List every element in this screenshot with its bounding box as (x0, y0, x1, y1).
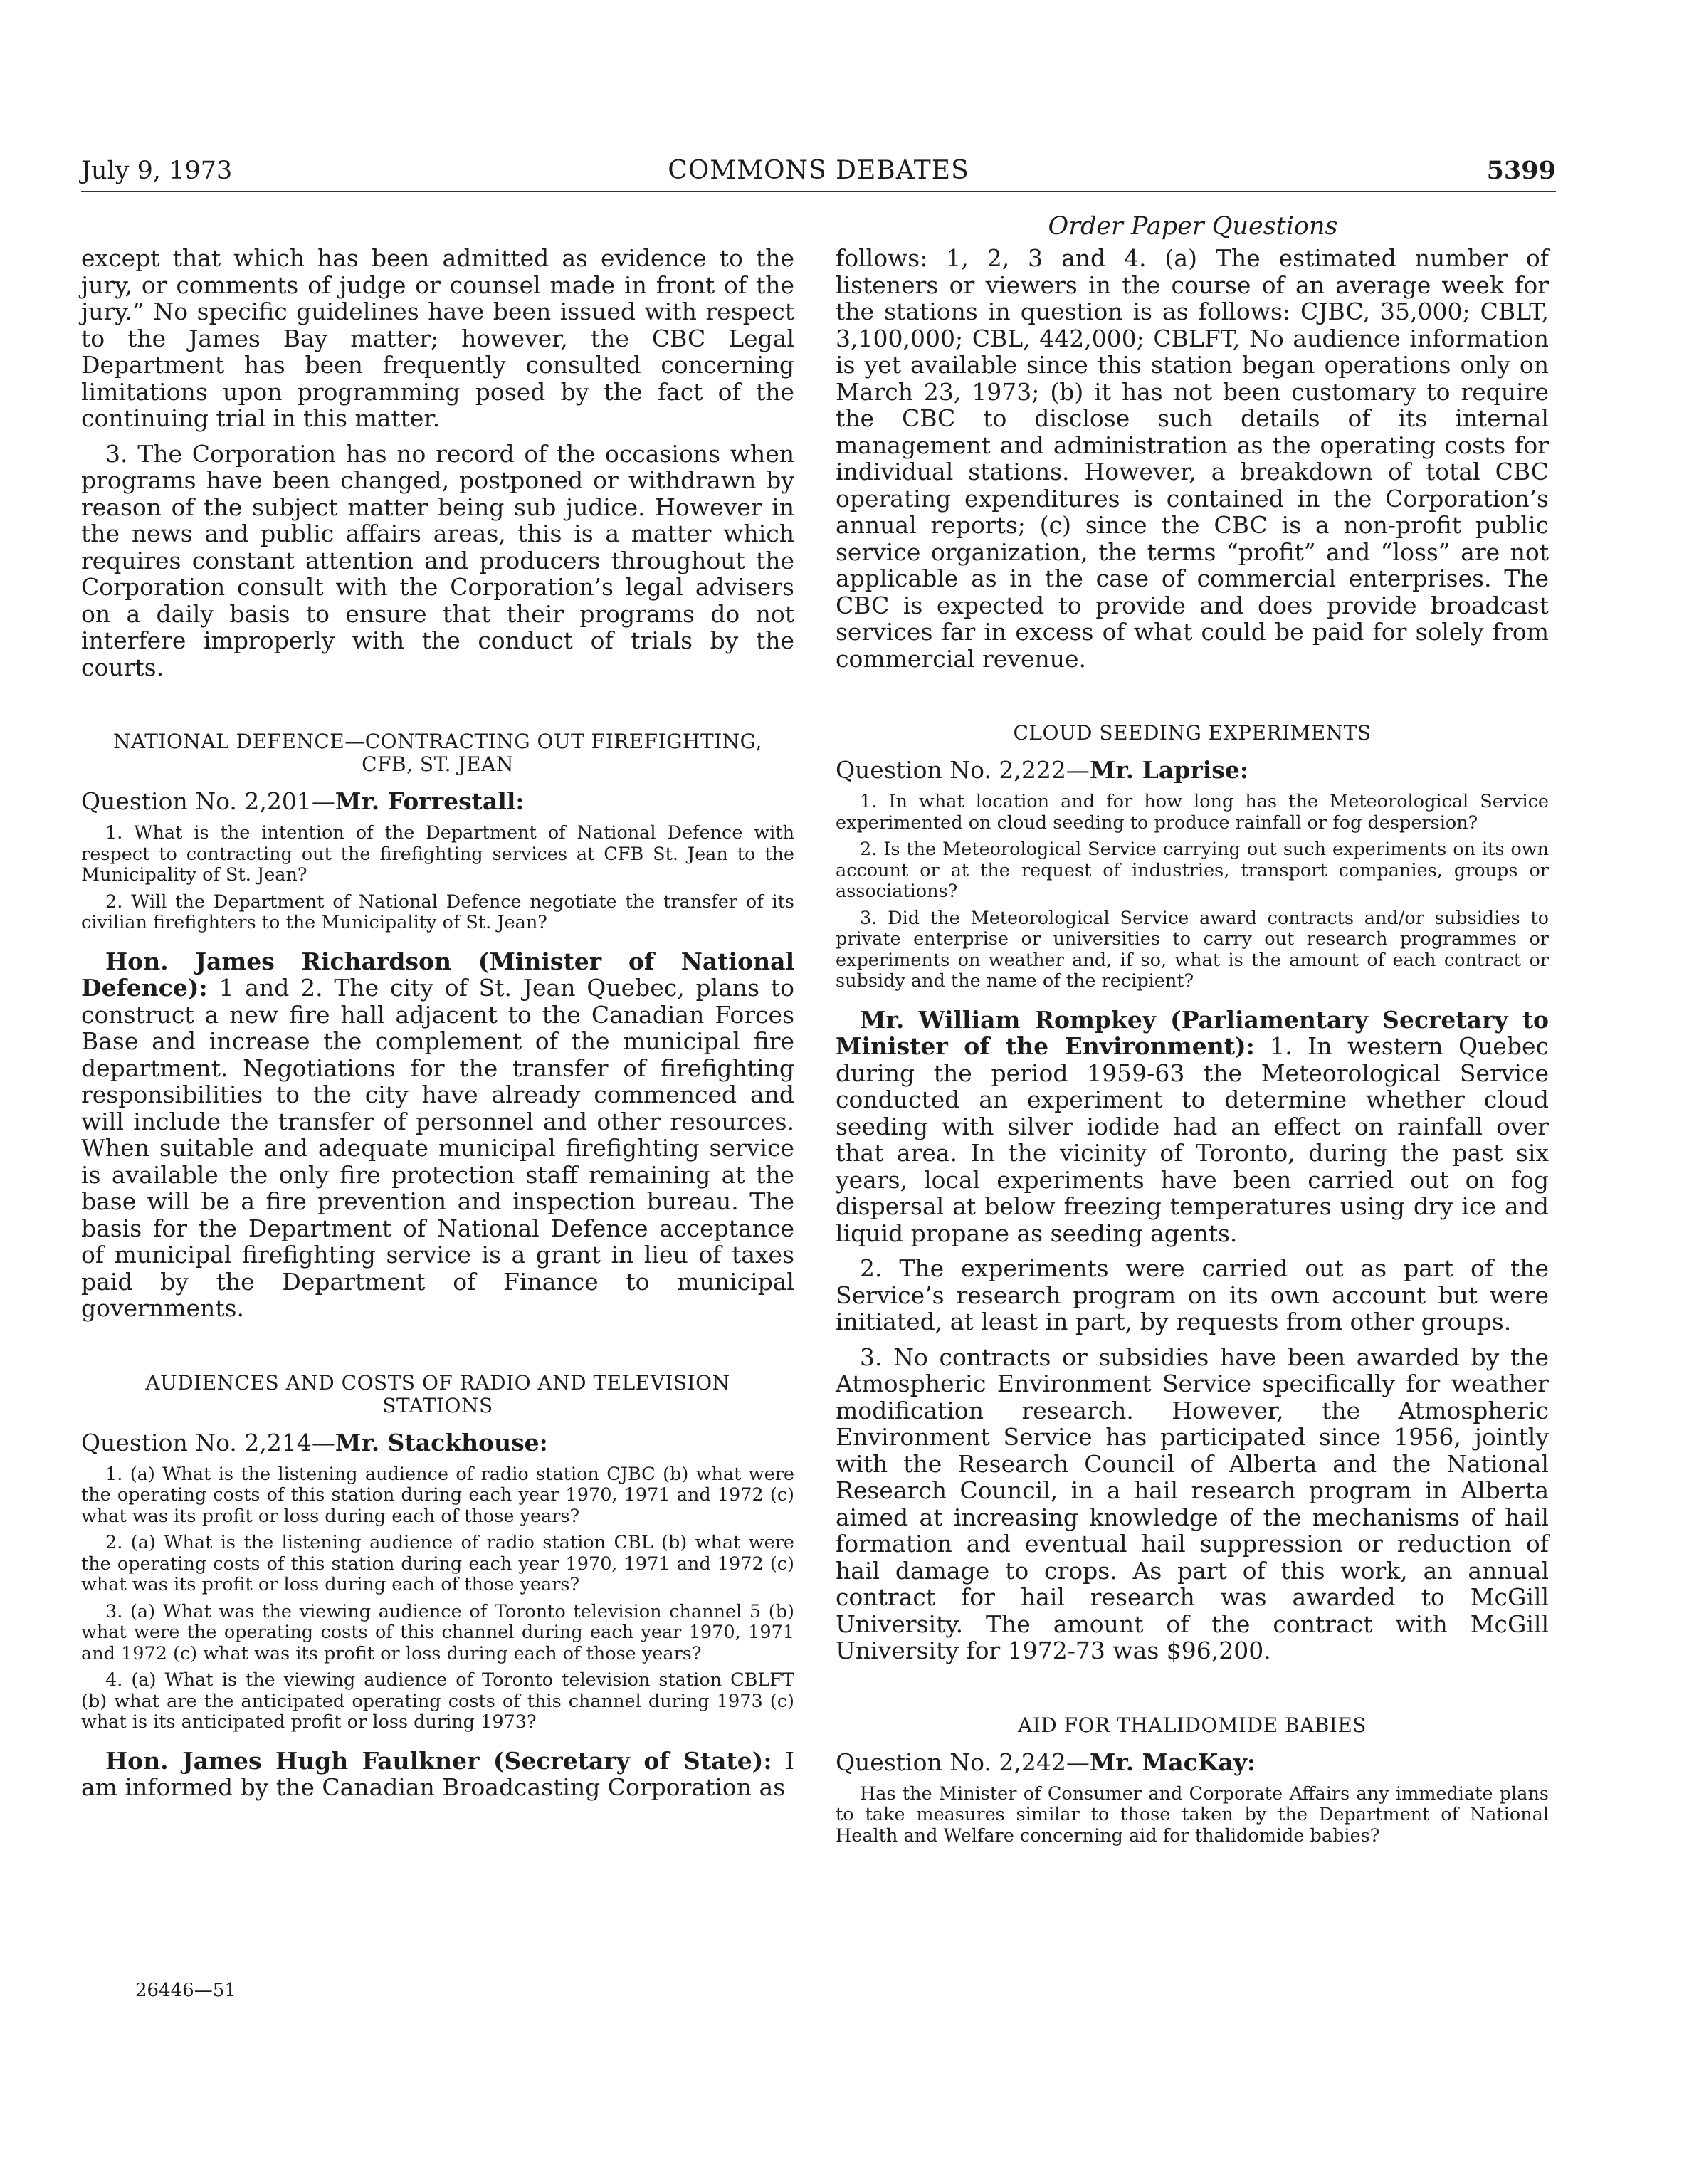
cloud-question-1: 1. In what location and for how long has the Meteorological Service experimented on cloud seeding to produce rainfall or fog despersion? (836, 791, 1549, 834)
thalidomide-question-line (836, 1748, 1549, 1777)
audiences-question-2: 2. (a) What is the listening audience of radio station CBL (b) what were the operating costs of this station during each year 1970, 1971 and 1972 (c) what was its profit or loss during each of those years? (81, 1532, 794, 1595)
defence-heading-line2: CFB, ST. JEAN (362, 752, 514, 776)
cloud-speaker: Mr. William Rompkey (Parliamentary Secretary to Minister of the Environment): (836, 1005, 1549, 1060)
header-title: COMMONS DEBATES (668, 156, 969, 185)
cloud-answer-1-text: 1. In western Quebec during the period 1959-63 the Meteorological Service conducted an experiment to determine whether cloud seeding with silver iodide had an effect on rainfall over that area. In the vicinity of Toronto, during the past six years, local experiments have been carried out on fog dispersal at below freezing temperatures using dry ice and liquid propane as seeding agents. (836, 1032, 1549, 1247)
audiences-question-4: 4. (a) What is the viewing audience of Toronto television station CBLFT (b) what are the anticipated operating costs of this channel during 1973 (c) what is its anticipated profit or loss during 1973? (81, 1669, 794, 1733)
question-member: Mr. Laprise: (1089, 756, 1249, 784)
thalidomide-heading: AID FOR THALIDOMIDE BABIES (1018, 1713, 1367, 1737)
defence-heading-line1: NATIONAL DEFENCE—CONTRACTING OUT FIREFIGHTING, (113, 730, 762, 753)
page-header (81, 155, 1556, 192)
left-column (81, 245, 794, 1810)
cloud-question-2: 2. Is the Meteorological Service carrying out such experiments on its own account or at the request of industries, transport companies, groups or associations? (836, 839, 1549, 902)
defence-answer (81, 948, 794, 1322)
cloud-question-3: 3. Did the Meteorological Service award contracts and/or subsidies to private enterprise or universities to carry out research programmes or experiments on weather and, if so, what is the amount of each contract or subsidy and the name of the recipient? (836, 907, 1549, 992)
defence-speaker: Hon. James Richardson (Minister of National Defence): (81, 947, 794, 1002)
question-member: Mr. MacKay: (1089, 1748, 1256, 1776)
defence-question-2: 2. Will the Department of National Defence negotiate the transfer of its civilian firefighters to the Municipality of St. Jean? (81, 891, 794, 933)
audiences-heading-line2: STATIONS (382, 1393, 493, 1417)
question-number: Question No. 2,201— (81, 787, 335, 815)
continued-paragraph: except that which has been admitted as evidence to the jury, or comments of judge or counsel made in front of the jury.” No specific guidelines have been issued with respect to the James Bay matter; however, the CBC Legal Department has been frequently consulted concerning limitations upon programming posed by the fact of the continuing trial in this matter. (81, 244, 794, 432)
cloud-answer-2: 2. The experiments were carried out as part of the Service’s research program on its own account but were initiated, at least in part, by requests from other groups. (836, 1254, 1549, 1335)
cloud-question-line (836, 756, 1549, 784)
question-number: Question No. 2,214— (81, 1428, 335, 1456)
footer-print-code: 26446—51 (135, 1980, 236, 2001)
cloud-answer-1 (836, 1007, 1549, 1247)
audiences-question-3: 3. (a) What was the viewing audience of Toronto television channel 5 (b) what were the operating costs of this channel during each year 1970, 1971 and 1972 (c) what was its profit or loss during each of those years? (81, 1600, 794, 1664)
question-number: Question No. 2,222— (836, 756, 1090, 784)
section-subheading: Order Paper Questions (1048, 212, 1338, 241)
cloud-heading: CLOUD SEEDING EXPERIMENTS (1013, 721, 1372, 745)
thalidomide-question-1: Has the Minister of Consumer and Corporate Affairs any immediate plans to take measures similar to those taken by the Department of National Health and Welfare concerning aid for thalidomide babies? (836, 1783, 1549, 1847)
audiences-speaker: Hon. James Hugh Faulkner (Secretary of State): (105, 1746, 772, 1775)
audiences-question-1: 1. (a) What is the listening audience of radio station CJBC (b) what were the operating costs of this station during each year 1970, 1971 and 1972 (c) what was its profit or loss during each of those years? (81, 1463, 794, 1527)
audiences-answer-continued: follows: 1, 2, 3 and 4. (a) The estimated number of listeners or viewers in the course of an average week for the stations in question is as follows: CJBC, 35,000; CBLT, 3,100,000; CBL, 442,000; CBLFT, No audience information is yet available since this station began operations only on March 23, 1973; (b) it has not been customary to require the CBC to disclose such details of its internal management and administration as the operating costs for individual stations. However, a breakdown of total CBC operating expenditures is contained in the Corporation’s annual reports; (c) since the CBC is a non-profit public service organization, the terms “profit” and “loss” are not applicable as in the case of commercial enterprises. The CBC is expected to provide and does provide broadcast services far in excess of what could be paid for solely from commercial revenue. (836, 244, 1549, 673)
defence-question-1: 1. What is the intention of the Department of National Defence with respect to contracting out the firefighting services at CFB St. Jean to the Municipality of St. Jean? (81, 822, 794, 886)
audiences-answer (81, 1748, 794, 1801)
audiences-question-line (81, 1429, 794, 1457)
question-number: Question No. 2,242— (836, 1748, 1090, 1776)
cloud-answer-3: 3. No contracts or subsidies have been awarded by the Atmospheric Environment Service specifically for weather modification research. However, the Atmospheric Environment Service has participated since 1956, jointly with the Research Council of Alberta and the National Research Council, in a hail research program in Alberta aimed at increasing knowledge of the mechanisms of hail formation and eventual hail suppression or reduction of hail damage to crops. As part of this work, an annual contract for hail research was awarded to McGill University. The amount of the contract with McGill University for 1972-73 was $96,200. (836, 1343, 1549, 1664)
defence-answer-text: 1 and 2. The city of St. Jean Quebec, plans to construct a new fire hall adjacent to the Canadian Forces Base and increase the complement of the municipal fire department. Negotiations for the transfer of firefighting responsibilities to the city have already commenced and will include the transfer of personnel and other resources. When suitable and adequate municipal firefighting service is available the only fire protection staff remaining at the base will be a fire prevention and inspection bureau. The basis for the Department of National Defence acceptance of municipal firefighting service is a grant in lieu of taxes paid by the Department of Finance to municipal governments. (81, 974, 794, 1322)
header-date: July 9, 1973 (81, 157, 233, 185)
right-column (836, 245, 1549, 1852)
question-member: Mr. Stackhouse: (335, 1428, 548, 1456)
header-page-number: 5399 (1486, 156, 1556, 185)
audiences-answer-text: I am informed by the Canadian Broadcasting Corporation as (81, 1746, 794, 1801)
audiences-heading-line1: AUDIENCES AND COSTS OF RADIO AND TELEVISION (145, 1370, 730, 1395)
continued-paragraph-3: 3. The Corporation has no record of the occasions when programs have been changed, postponed or withdrawn by reason of the subject matter being sub judice. However in the news and public affairs areas, this is a matter which requires constant attention and producers throughout the Corporation consult with the Corporation’s legal advisers on a daily basis to ensure that their programs do not interfere improperly with the conduct of trials by the courts. (81, 439, 794, 681)
question-member: Mr. Forrestall: (335, 787, 525, 815)
defence-question-line (81, 787, 794, 816)
